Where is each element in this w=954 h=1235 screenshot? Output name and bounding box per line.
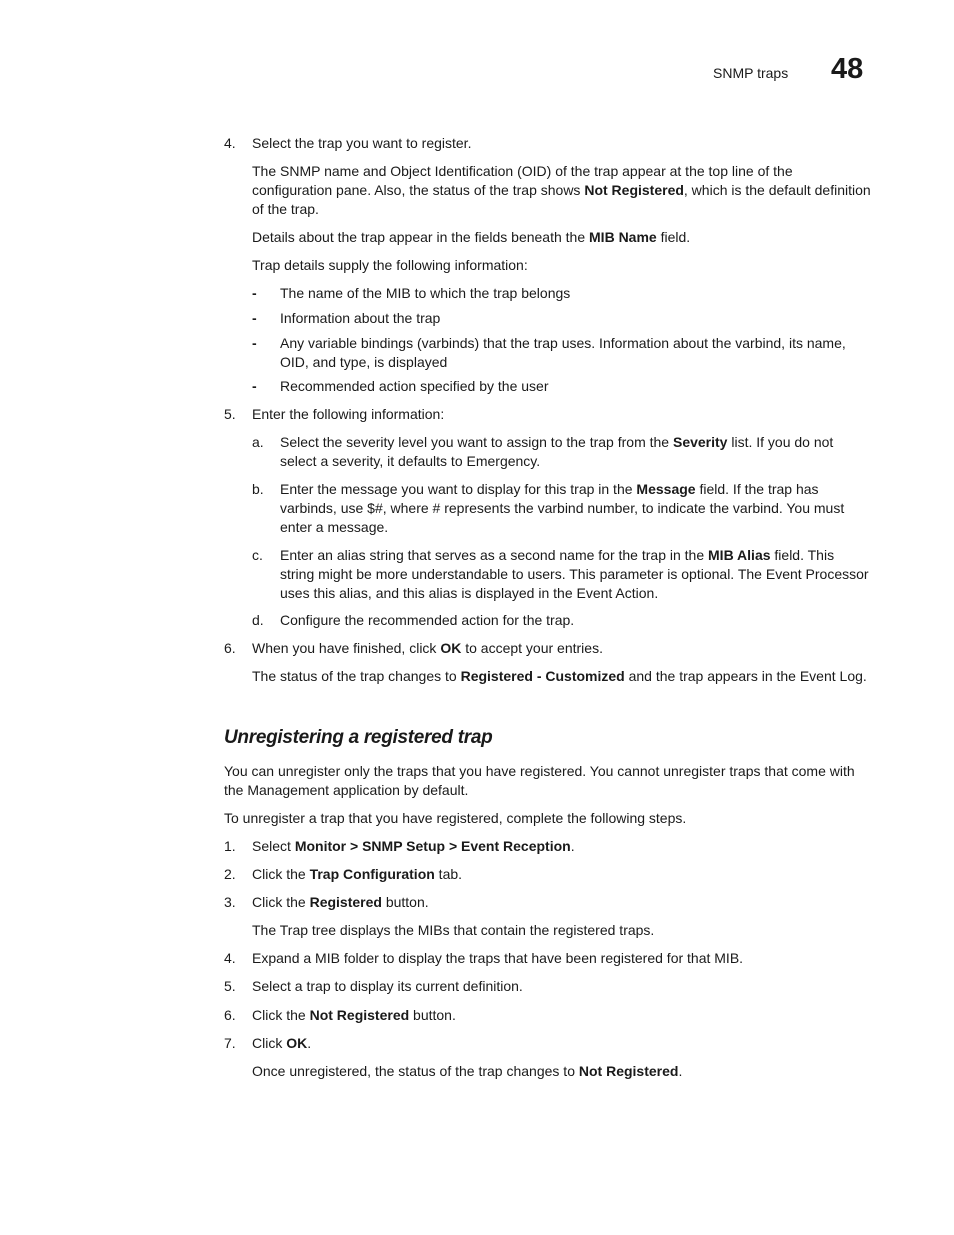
paragraph: Trap details supply the following information:: [252, 257, 528, 273]
step-text: Expand a MIB folder to display the traps that have been registered for that MIB.: [252, 950, 744, 966]
step-number: 7.: [224, 1035, 236, 1051]
step-number: 6.: [224, 1007, 236, 1023]
bullet-marker: -: [252, 285, 257, 301]
step-number: 3.: [224, 894, 236, 910]
ui-term: Not Registered: [309, 1007, 410, 1023]
bullet-marker: -: [252, 335, 257, 351]
ui-term: Not Registered: [578, 1063, 679, 1079]
substep-text: Enter the message you want to display for this trap in the Message field. If the trap has varbinds, use $#, where # represents the varbind number, to indicate the varbind. You must enter a message.: [280, 481, 845, 535]
step-text: Enter the following information:: [252, 406, 445, 422]
ui-term: OK: [440, 640, 462, 656]
ui-term: OK: [286, 1035, 308, 1051]
substep-letter: b.: [252, 481, 264, 497]
ui-term: Trap Configuration: [309, 866, 435, 882]
paragraph: Details about the trap appear in the fields beneath the MIB Name field.: [252, 229, 691, 245]
paragraph: The status of the trap changes to Registered - Customized and the trap appears in the Event Log.: [252, 668, 867, 684]
bullet-marker: -: [252, 378, 257, 394]
substep-letter: c.: [252, 547, 263, 563]
paragraph: The Trap tree displays the MIBs that contain the registered traps.: [252, 922, 655, 938]
ui-term: Monitor > SNMP Setup > Event Reception: [294, 838, 571, 854]
section-heading: Unregistering a registered trap: [224, 727, 493, 748]
ui-term: MIB Name: [589, 229, 657, 245]
ui-term: Registered - Customized: [460, 668, 625, 684]
step-number: 6.: [224, 640, 236, 656]
ui-term: Message: [636, 481, 696, 497]
bullet-marker: -: [252, 310, 257, 326]
substep-text: Enter an alias string that serves as a second name for the trap in the MIB Alias field. This string might be more understandable to users. This parameter is optional. The Event Processor uses this alias, and this alias is displayed in the Event Action.: [280, 547, 869, 601]
step-text: Click the Trap Configuration tab.: [252, 866, 463, 882]
paragraph: The SNMP name and Object Identification (OID) of the trap appear at the top line of the configuration pane. Also, the status of the trap shows Not Registered, which is the default definition of the trap.: [252, 163, 871, 217]
step-number: 4.: [224, 135, 236, 151]
step-number: 5.: [224, 978, 236, 994]
substep-text: Select the severity level you want to assign to the trap from the Severity list. If you do not select a severity, it defaults to Emergency.: [280, 434, 834, 469]
substep-letter: d.: [252, 612, 264, 628]
ui-term: Severity: [672, 434, 728, 450]
step-number: 1.: [224, 838, 236, 854]
running-header-title: SNMP traps: [713, 65, 789, 81]
substep-text: Configure the recommended action for the trap.: [280, 612, 575, 628]
step-text: Select Monitor > SNMP Setup > Event Reception.: [252, 838, 575, 854]
paragraph: You can unregister only the traps that you have registered. You cannot unregister traps that come with the Management application by default.: [224, 763, 855, 798]
step-number: 2.: [224, 866, 236, 882]
step-text: Select the trap you want to register.: [252, 135, 472, 151]
list-item: Any variable bindings (varbinds) that the trap uses. Information about the varbind, its name, OID, and type, is displayed: [280, 335, 846, 370]
paragraph: To unregister a trap that you have registered, complete the following steps.: [224, 810, 687, 826]
step-text: Click OK.: [252, 1035, 312, 1051]
substep-letter: a.: [252, 434, 264, 450]
step-text: Select a trap to display its current definition.: [252, 978, 523, 994]
ui-term: Registered: [309, 894, 382, 910]
chapter-number: 48: [831, 53, 864, 85]
step-text: Click the Not Registered button.: [252, 1007, 456, 1023]
paragraph: Once unregistered, the status of the trap changes to Not Registered.: [252, 1063, 683, 1079]
step-text: Click the Registered button.: [252, 894, 429, 910]
step-number: 5.: [224, 406, 236, 422]
ui-term: Not Registered: [584, 182, 684, 198]
list-item: The name of the MIB to which the trap belongs: [280, 285, 571, 301]
list-item: Recommended action specified by the user: [280, 378, 549, 394]
list-item: Information about the trap: [280, 310, 441, 326]
step-number: 4.: [224, 950, 236, 966]
step-text: When you have finished, click OK to accept your entries.: [252, 640, 603, 656]
ui-term: MIB Alias: [708, 547, 771, 563]
